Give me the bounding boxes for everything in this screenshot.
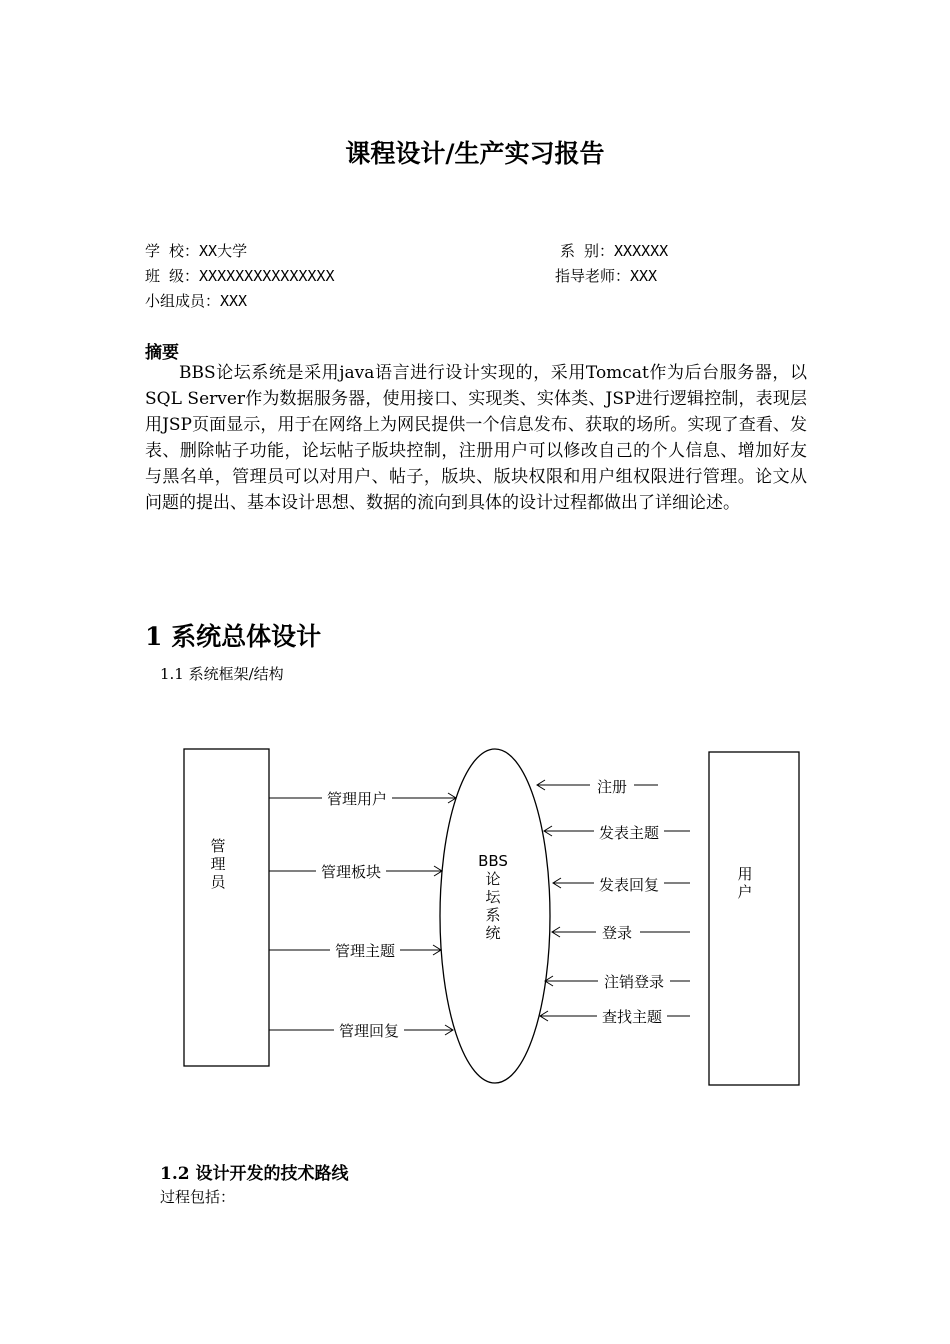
user-label-2: 户: [737, 883, 753, 901]
system-label-5: 统: [485, 924, 501, 942]
admin-box: [184, 749, 269, 1066]
user-flow-3: [553, 876, 690, 894]
user-box: [709, 752, 799, 1085]
info-members: 小组成员：XXX: [145, 292, 248, 310]
user-flow-6: [540, 1008, 690, 1026]
section-heading: 1 系统总体设计: [145, 622, 322, 651]
admin-flow-label-2: 管理板块: [320, 863, 382, 881]
user-flow-label-5: 注销登录: [603, 973, 665, 991]
page-title: 课程设计/生产实习报告: [345, 139, 605, 168]
user-flow-2: [544, 824, 690, 842]
admin-flow-3: [269, 942, 441, 960]
subsection-1-1: 1.1 系统框架/结构: [160, 665, 284, 683]
info-department: 系 别：XXXXXX: [560, 242, 669, 260]
info-advisor: 指导老师：XXX: [555, 267, 658, 285]
admin-flow-2: [269, 863, 442, 881]
process-text: 过程包括：: [160, 1188, 236, 1206]
admin-flow-label-3: 管理主题: [334, 942, 396, 960]
admin-label-2: 理: [210, 855, 226, 873]
admin-flow-label-1: 管理用户: [326, 790, 388, 808]
system-label-3: 坛: [485, 888, 501, 906]
user-flow-label-2: 发表主题: [598, 824, 660, 842]
user-flow-label-4: 登录: [601, 924, 633, 942]
info-school: 学 校：XX大学: [145, 242, 248, 260]
user-flow-1: [537, 778, 658, 796]
user-flow-5: [545, 973, 690, 991]
user-flow-label-1: 注册: [596, 778, 628, 796]
system-label-1: BBS: [478, 852, 508, 870]
admin-flow-1: [269, 790, 456, 808]
abstract-heading: 摘要: [145, 343, 179, 363]
admin-flow-4: [269, 1022, 453, 1040]
subsection-1-2: 1.2 设计开发的技术路线: [160, 1164, 349, 1184]
info-class: 班 级：XXXXXXXXXXXXXXX: [145, 267, 335, 285]
user-flow-4: [552, 924, 690, 942]
system-label-4: 系: [485, 906, 501, 924]
admin-label-3: 员: [210, 873, 226, 891]
admin-flow-label-4: 管理回复: [338, 1022, 400, 1040]
user-flow-label-3: 发表回复: [598, 876, 660, 894]
system-label-2: 论: [485, 870, 501, 888]
abstract-text: BBS论坛系统是采用java语言进行设计实现的，采用Tomcat作为后台服务器，以SQL Server作为数据服务器，使用接口、实现类、实体类、JSP进行逻辑控制，表现层用JSP页面显示，用于在网络上为网民提供一个信息发布、获取的场所。实现了查看、发表、删除帖子功能，论坛帖子版块控制，注册用户可以修改自己的个人信息、增加好友与黑名单，管理员可以对用户、帖子，版块、版块权限和用户组权限进行管理。论文从问题的提出、基本设计思想、数据的流向到具体的设计过程都做出了详细论述。: [145, 363, 807, 513]
user-flow-label-6: 查找主题: [601, 1008, 663, 1026]
admin-label-1: 管: [210, 837, 226, 855]
user-label-1: 用: [737, 865, 753, 883]
